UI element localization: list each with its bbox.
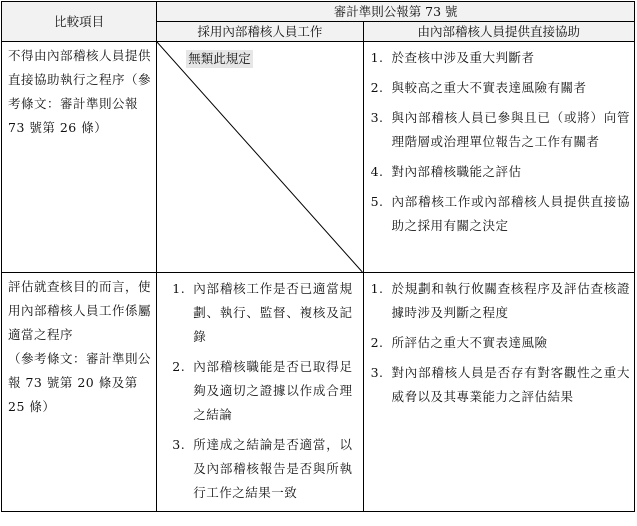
row-item-text: 不得由內部稽核人員提供直接協助執行之程序（參考條文：審計準則公報 73 號第 26 條） (8, 48, 152, 135)
list-text: 與內部稽核人員已參與且已（或將）向管理階層或治理單位報告之工作有關者 (391, 110, 630, 149)
list-text: 內部稽核職能是否已取得足夠及適切之證據以作成合理之結論 (193, 359, 353, 422)
list-number: 3. (172, 437, 186, 452)
list-text: 對內部稽核人員是否存有對客觀性之重大威脅以及其專業能力之評估結果 (391, 365, 630, 404)
direct-assist-cell (363, 273, 634, 512)
internal-work-cell (157, 273, 363, 512)
list-item (364, 46, 630, 70)
list-text: 於查核中涉及重大判斷者 (391, 50, 535, 65)
direct-assist-list (364, 42, 634, 238)
list-number: 1. (172, 281, 186, 296)
list-number: 3. (370, 110, 384, 125)
list-item (161, 433, 352, 505)
list-number: 1. (370, 281, 384, 296)
list-number: 5. (370, 194, 384, 209)
row-item-cell (2, 42, 157, 273)
comparison-table (1, 1, 635, 512)
header-group-title: 審計準則公報第 73 號 (157, 2, 635, 22)
list-text: 對內部稽核職能之評估 (391, 164, 522, 179)
list-item (364, 106, 630, 154)
list-item (364, 277, 630, 325)
header-col-direct: 由內部稽核人員提供直接協助 (363, 22, 634, 42)
direct-assist-list (364, 273, 634, 409)
table-row (2, 273, 635, 512)
header-row-top (2, 2, 635, 22)
list-text: 所達成之結論是否適當，以及內部稽核報告是否與所執行工作之結果一致 (193, 437, 353, 500)
list-number: 1. (370, 50, 384, 65)
list-item (364, 361, 630, 409)
list-text: 於規劃和執行攸關查核程序及評估查核證據時涉及判斷之程度 (391, 281, 630, 320)
diagonal-strike (157, 42, 362, 272)
list-text: 內部稽核工作或內部稽核人員提供直接協助之採用有關之決定 (391, 194, 630, 233)
header-col-internal: 採用內部稽核人員工作 (157, 22, 363, 42)
row-item-cell (2, 273, 157, 512)
header-item-col: 比較項目 (2, 2, 157, 42)
list-number: 2. (370, 335, 384, 350)
list-text: 所評估之重大不實表達風險 (391, 335, 548, 350)
not-applicable-cell (157, 42, 363, 273)
list-number: 4. (370, 164, 384, 179)
list-text: 內部稽核工作是否已適當規劃、執行、監督、複核及記錄 (193, 281, 353, 344)
row-item-text: 評估就查核目的而言，使用內部稽核人員工作係屬適當之程序 （參考條文：審計準則公報 73 號第 20 條及第 25 條） (8, 279, 152, 414)
list-item (364, 160, 630, 184)
list-text: 與較高之重大不實表達風險有關者 (391, 80, 587, 95)
internal-work-list (157, 273, 362, 505)
list-number: 2. (370, 80, 384, 95)
table-row (2, 42, 635, 273)
list-item (364, 76, 630, 100)
no-such-rule-label: 無類此規定 (188, 51, 251, 66)
list-number: 3. (370, 365, 384, 380)
list-item (161, 277, 352, 349)
list-item (161, 355, 352, 427)
list-item (364, 190, 630, 238)
list-number: 2. (172, 359, 186, 374)
list-item (364, 331, 630, 355)
direct-assist-cell (363, 42, 634, 273)
